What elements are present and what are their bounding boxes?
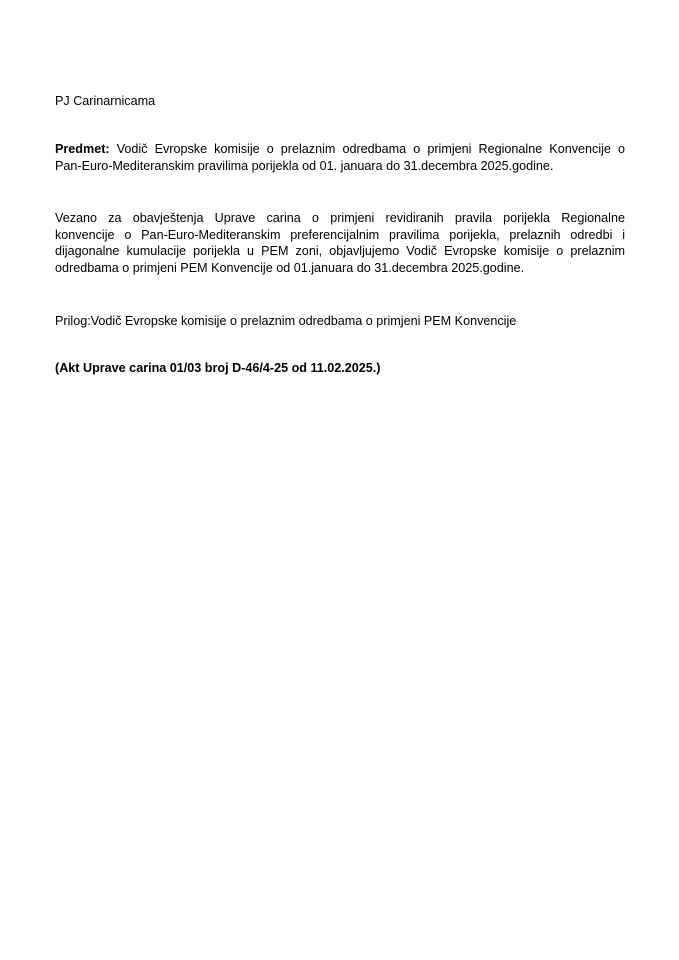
subject-label: Predmet: bbox=[55, 142, 110, 156]
subject-text-1: Vodič Evropske komisije o prelaznim odredbama o primjeni Regionalne Konvencije o bbox=[116, 142, 626, 156]
recipient-line bbox=[55, 93, 625, 110]
subject-line-2: Pan-Euro-Mediteranskim pravilima porijekla od 01. januara do 31.decembra 2025.godine. bbox=[55, 158, 554, 173]
subject-paragraph bbox=[55, 141, 625, 174]
act-reference-text: (Akt Uprave carina 01/03 broj D-46/4-25 od 11.02.2025.) bbox=[55, 361, 381, 375]
body-line-3: dijagonalne kumulacije porijekla u PEM zoni, objavljujemo Vodič Evropske komisije o prelaznim bbox=[55, 244, 625, 258]
recipient-text: PJ Carinarnicama bbox=[55, 94, 156, 108]
act-reference bbox=[55, 360, 625, 377]
attachment-text: Prilog:Vodič Evropske komisije o prelaznim odredbama o primjeni PEM Konvencije bbox=[55, 314, 517, 328]
body-line-1: Vezano za obavještenja Uprave carina o primjeni revidiranih pravila porijekla Regionalne bbox=[55, 211, 625, 225]
body-paragraph bbox=[55, 210, 625, 276]
subject-line-1 bbox=[55, 141, 625, 158]
body-line-2: konvencije o Pan-Euro-Mediteranskim preferencijalnim pravilima porijekla, prelaznih odredbi i bbox=[55, 227, 625, 242]
attachment-line bbox=[55, 313, 625, 330]
body-line-4: odredbama o primjeni PEM Konvencije od 01.januara do 31.decembra 2025.godine. bbox=[55, 260, 525, 275]
